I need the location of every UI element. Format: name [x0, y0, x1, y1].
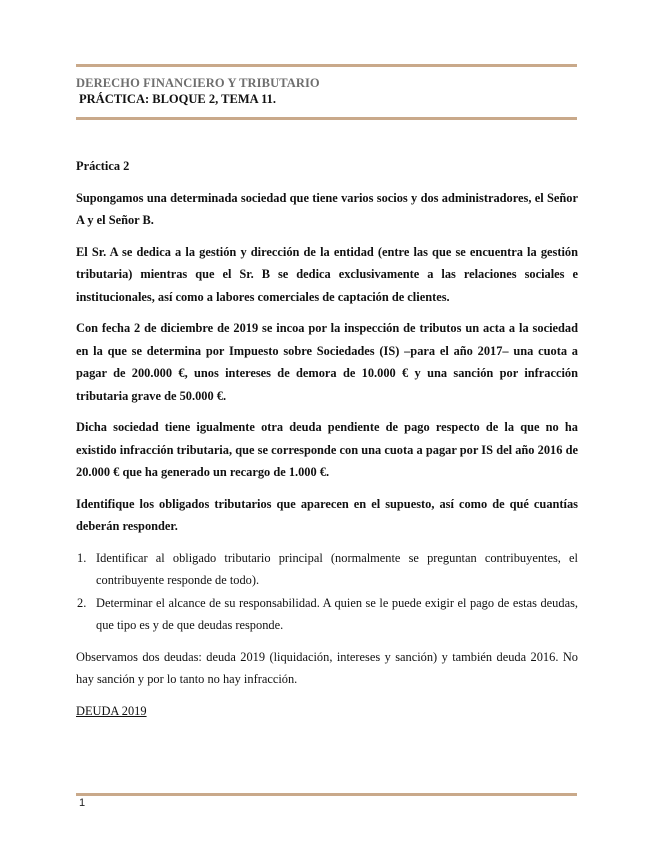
paragraph-inspection-act: Con fecha 2 de diciembre de 2019 se incoa por la inspección de tributos un acta a la sociedad en la que se determina por Impuesto sobre Sociedades (IS) –para el año 2017– una cuota a pagar de 200.000 €, unos intereses de demora de 10.000 € y una sanción por infracción tributaria grave de 50.000 €. [76, 321, 578, 403]
paragraph-question: Identifique los obligados tributarios que aparecen en el supuesto, así como de qué cuantías deberán responder. [76, 496, 578, 533]
list-item [76, 592, 578, 637]
list-item-number: 1. [77, 550, 87, 565]
paragraph-pending-debt: Dicha sociedad tiene igualmente otra deuda pendiente de pago respecto de la que no ha existido infracción tributaria, que se corresponde con una cuota a pagar por IS del año 2016 de 20.000 € que ha generado un recargo de 1.000 €. [76, 420, 578, 479]
steps-list [76, 547, 578, 637]
header-practice-title: PRÁCTICA: BLOQUE 2, TEMA 11. [79, 92, 277, 106]
paragraph-observation: Observamos dos deudas: deuda 2019 (liquidación, intereses y sanción) y también deuda 2016. No hay sanción y por lo tanto no hay infracción. [76, 649, 578, 686]
header-top-rule [76, 64, 577, 67]
list-item-text: Determinar el alcance de su responsabilidad. A quien se le puede exigir el pago de estas deudas, que tipo es y de que deudas responde. [96, 595, 578, 632]
list-item [76, 547, 578, 592]
page-number: 1 [79, 797, 86, 809]
header-bottom-rule [76, 117, 577, 120]
practice-heading: Práctica 2 [76, 159, 130, 173]
section-title-deuda-2019: DEUDA 2019 [76, 703, 147, 718]
list-item-text: Identificar al obligado tributario principal (normalmente se preguntan contribuyentes, el contribuyente responde de todo). [96, 550, 578, 587]
footer-rule [76, 793, 577, 796]
paragraph-scenario: Supongamos una determinada sociedad que tiene varios socios y dos administradores, el Señor A y el Señor B. [76, 190, 578, 227]
document-body [76, 155, 578, 731]
paragraph-administrators: El Sr. A se dedica a la gestión y dirección de la entidad (entre las que se encuentra la gestión tributaria) mientras que el Sr. B se dedica exclusivamente a las relaciones sociales e institucionales, así como a labores comerciales de captación de clientes. [76, 244, 578, 304]
header-subject: DERECHO FINANCIERO Y TRIBUTARIO [76, 76, 320, 90]
list-item-number: 2. [77, 595, 87, 610]
